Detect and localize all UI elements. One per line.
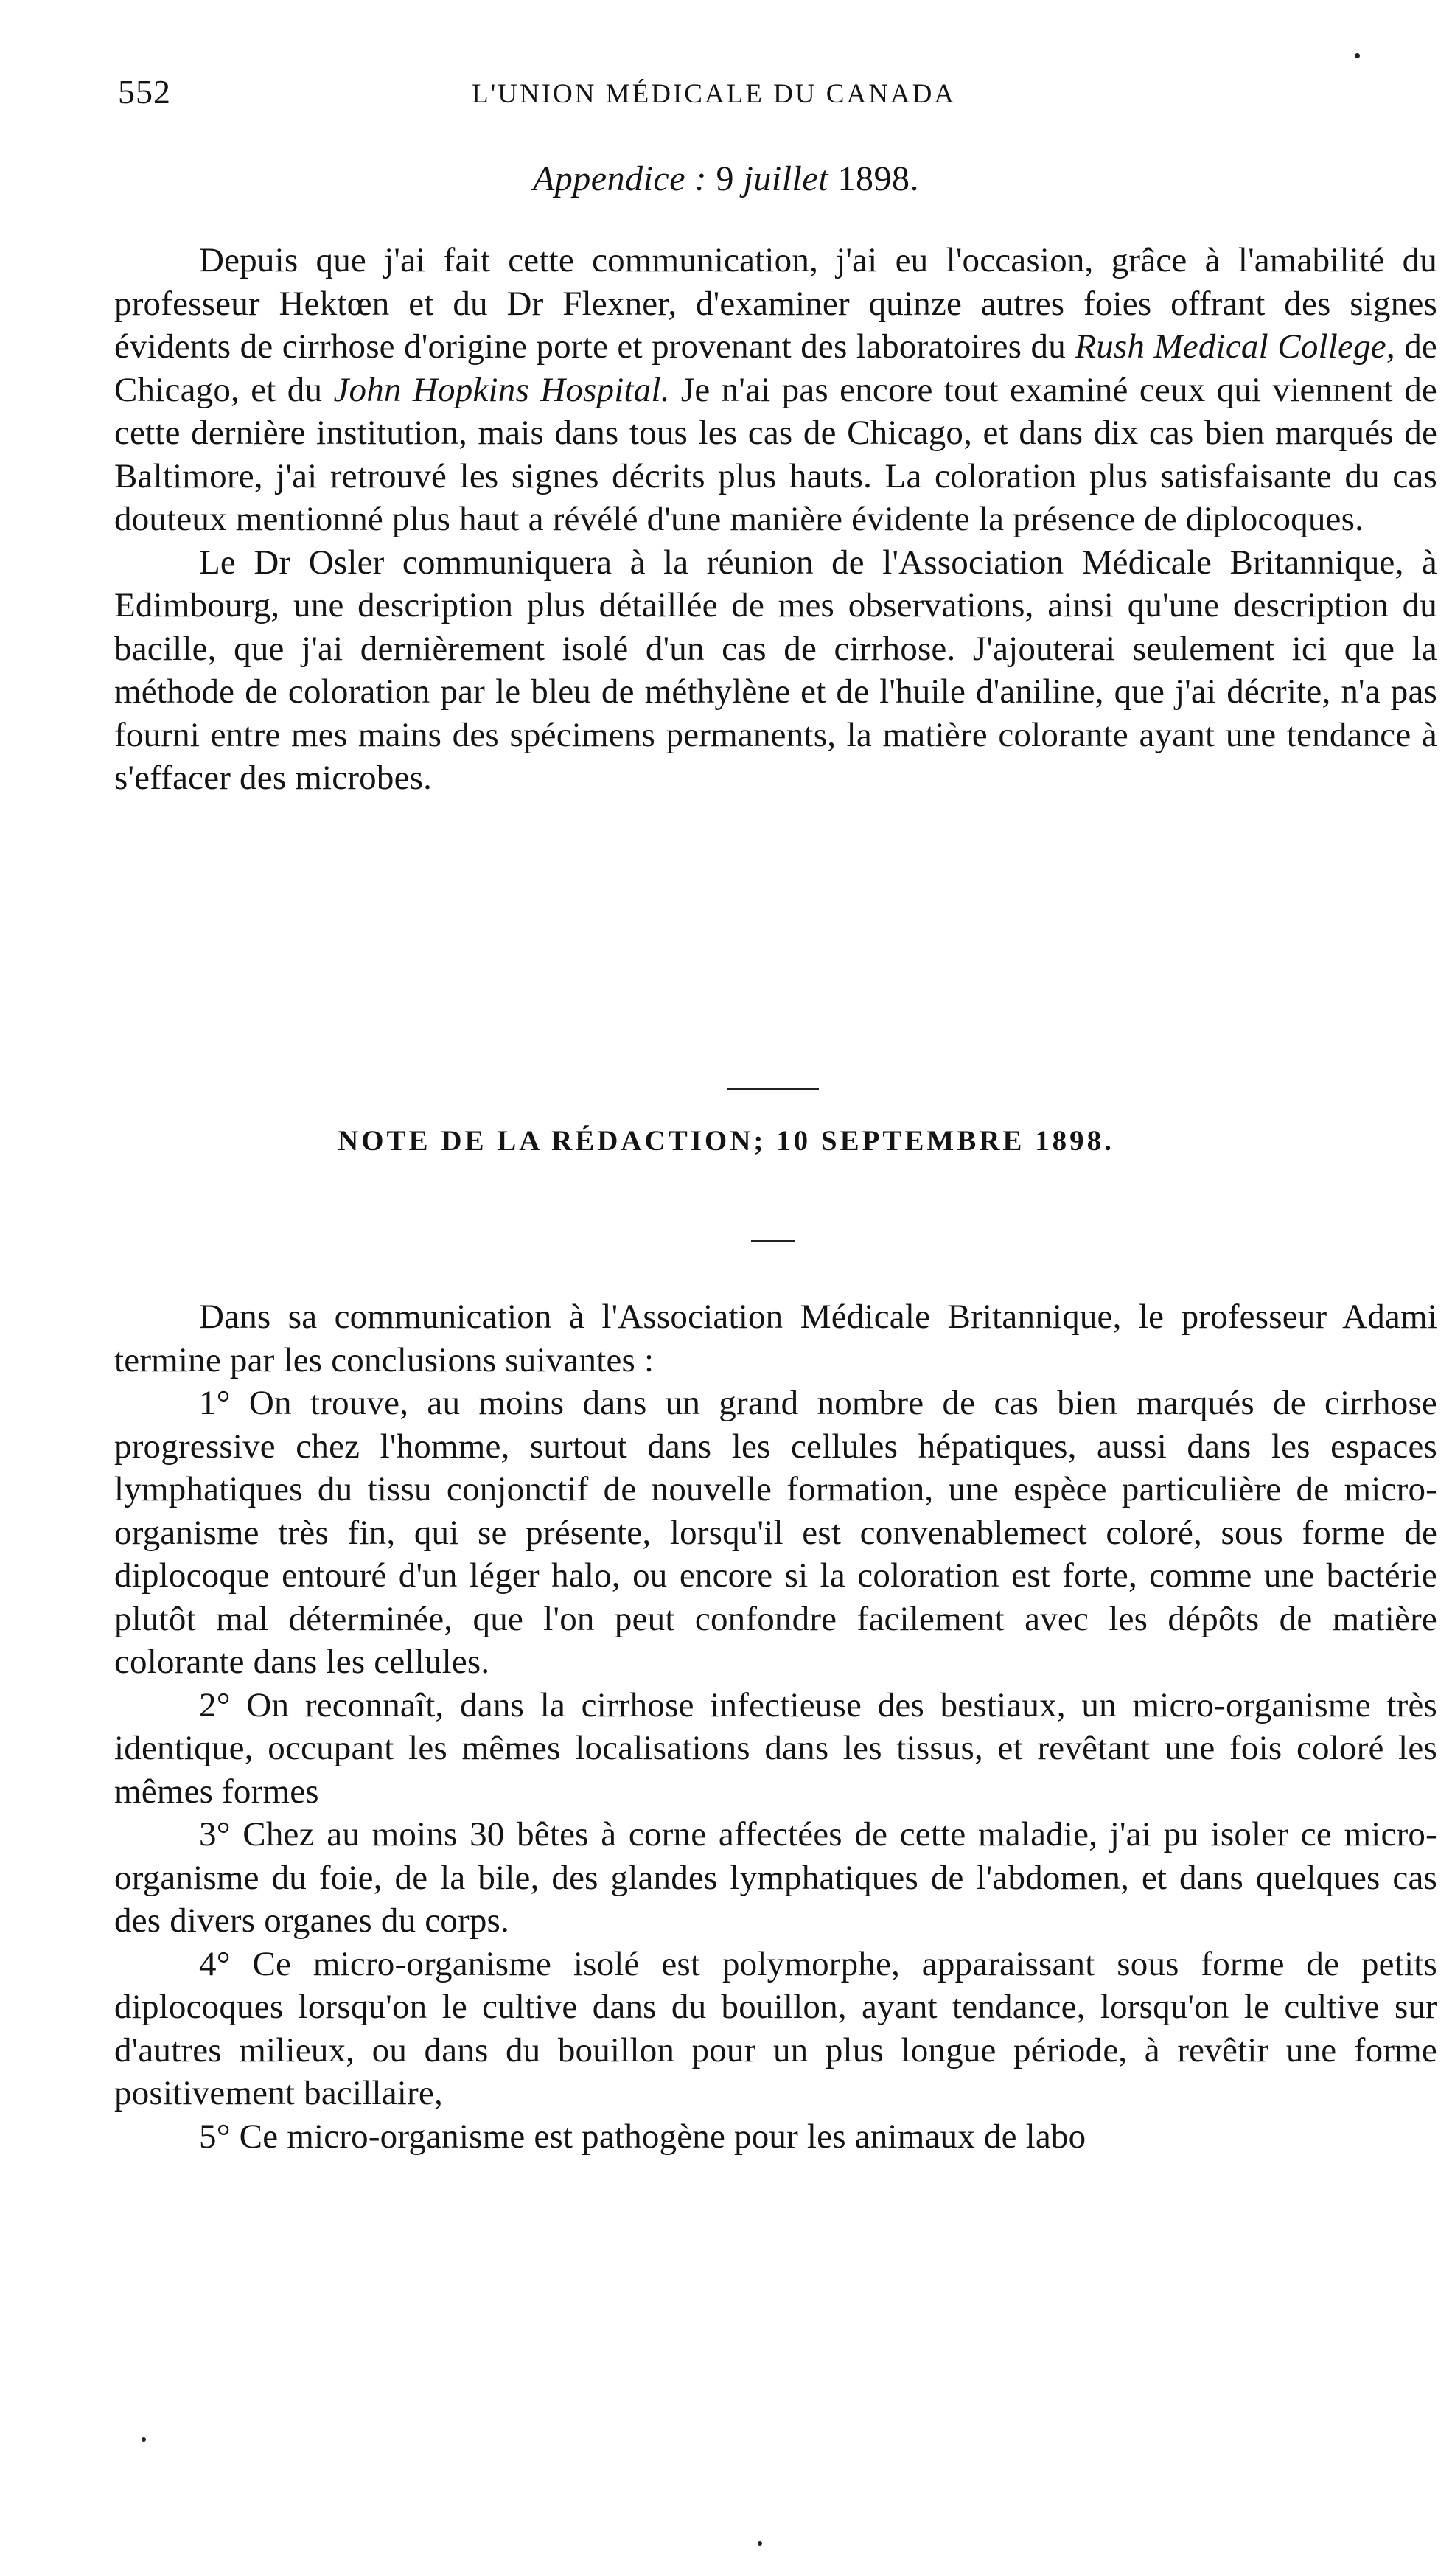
print-speck <box>758 2541 762 2546</box>
note-conclusion-paragraph: 2° On reconnaît, dans la cirrhose infectieuse des bestiaux, un micro-organisme très identique, occupant les mêmes localisations dans les tissus, et revêtant une fois coloré les mêmes formes <box>114 1685 1437 1811</box>
italic-text: John Hopkins Hospital. <box>333 370 670 409</box>
paragraph-text: Le Dr Osler communiquera à la réunion de l'Association Médicale Britannique, à Edimbourg, une description plus détaillée de mes observations, ainsi qu'une description du bacille, que j'ai dernièrement isolé d'un cas de cirrhose. J'ajouterai seulement ici que la méthode de coloration par le bleu de méthylène et de l'huile d'aniline, que j'ai décrite, n'a pas fourni entre mes mains des spécimens permanents, la matière colorante ayant une tendance à s'effacer des microbes. <box>114 543 1437 797</box>
appendix-paragraph <box>114 239 1437 541</box>
note-conclusion-paragraph: 4° Ce micro-organisme isolé est polymorphe, apparaissant sous forme de petits diplocoques lorsqu'on le cultive dans du bouillon, ayant tendance, lorsqu'on le cultive sur d'autres milieux, ou dans du bouillon pour un plus longue période, à revêtir une forme positivement bacillaire, <box>114 1944 1437 2112</box>
note-heading: NOTE DE LA RÉDACTION; 10 SEPTEMBRE 1898. <box>338 1125 1114 1157</box>
paragraph-text: , de Chicago, et du <box>114 327 1437 409</box>
appendix-label: Appendice : <box>532 159 708 198</box>
italic-text: Rush Medical College <box>1075 327 1386 366</box>
journal-title: L'UNION MÉDICALE DU CANADA <box>472 79 957 109</box>
running-head <box>118 72 1445 116</box>
note-conclusion-paragraph: 5° Ce micro-organisme est pathogène pour les animaux de labo <box>199 2117 1086 2156</box>
appendix-body <box>114 239 1437 800</box>
print-speck <box>142 2437 146 2442</box>
note-intro-paragraph: Dans sa communication à l'Association Médicale Britannique, le professeur Adami termine par les conclusions suivantes : <box>114 1298 1437 1379</box>
note-conclusion-paragraph: 3° Chez au moins 30 bêtes à corne affectées de cette maladie, j'ai pu isoler ce micro-organisme du foie, de la bile, des glandes lymphatiques de l'abdomen, et dans quelques cas des divers organes du corps. <box>114 1815 1437 1940</box>
paragraph-text: Je n'ai pas encore tout examiné ceux qui viennent de cette dernière institution, mais dans tous les cas de Chicago, et dans dix cas bien marqués de Baltimore, j'ai retrouvé les signes décrits plus hauts. La coloration plus satisfaisante du cas douteux mentionné plus haut a révélé d'une manière évidente la présence de diplocoques. <box>114 370 1437 538</box>
section-rule <box>727 1088 819 1090</box>
appendix-date-month: juillet <box>743 159 829 198</box>
appendix-date-year: 1898. <box>837 159 920 198</box>
section-rule <box>751 1240 795 1242</box>
note-conclusion-paragraph: 1° On trouve, au moins dans un grand nombre de cas bien marqués de cirrhose progressive chez l'homme, surtout dans les cellules hépatiques, aussi dans les espaces lymphatiques du tissu conjonctif de nouvelle formation, une espèce particulière de micro-organisme très fin, qui se présente, lorsqu'il est convenablemect coloré, sous forme de diplocoque entouré d'un léger halo, ou encore si la coloration est forte, comme une bactérie plutôt mal déterminée, que l'on peut confondre facilement avec les dépôts de matière colorante dans les cellules. <box>114 1384 1437 1681</box>
appendix-paragraph <box>114 541 1437 800</box>
page-number: 552 <box>118 73 171 111</box>
appendix-title <box>0 159 1452 199</box>
print-speck <box>1355 53 1360 58</box>
appendix-date-day: 9 <box>716 159 735 198</box>
paragraph-text: Depuis que j'ai fait cette communication, j'ai eu l'occasion, grâce à l'amabilité du professeur Hektœn et du Dr Flexner, d'examiner quinze autres foies offrant des signes évidents de cirrhose d'origine porte et provenant des laboratoires du <box>114 241 1437 366</box>
note-body <box>114 1295 1437 2158</box>
